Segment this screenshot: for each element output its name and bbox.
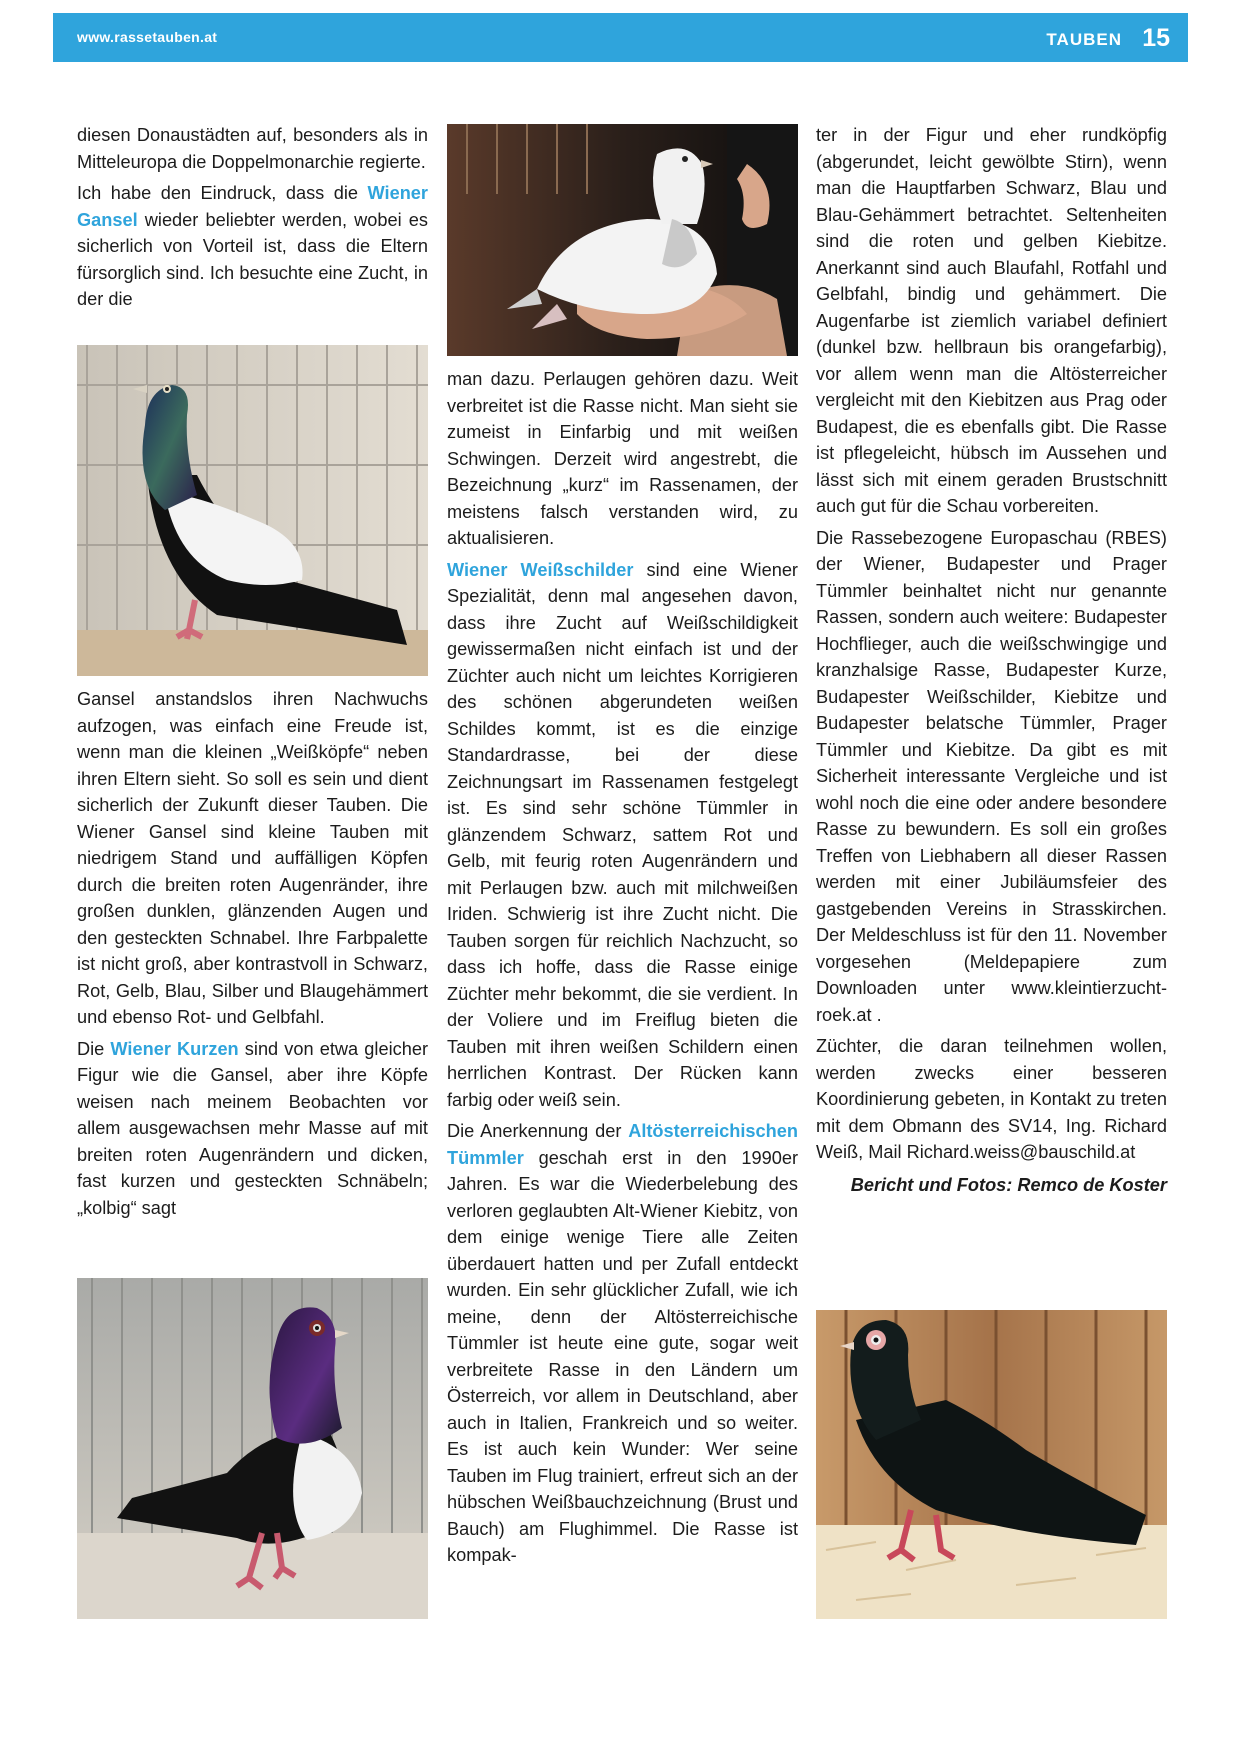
- breed-name-highlight: Wiener Kurzen: [110, 1038, 239, 1059]
- breed-name-highlight: Wiener Gansel: [77, 183, 428, 230]
- page-header: [53, 13, 1188, 62]
- column-1-top: [77, 122, 428, 313]
- paragraph: Die Rassebezogene Europaschau (RBES) der Wiener, Budapester und Prager Tümmler beinhaltet nicht nur genannte Rassen, sondern auch weitere: Budapester Hochflieger, auch die weißschwingige und kranzhalsige Rasse, Budapester Kurze, Budapester Weißschilder, Kiebitze und Budapester belatsche Tümmler, Prager Tümmler und Kiebitze. Da gibt es mit Sicherheit interessante Vergleiche und ist wohl noch die eine oder andere besondere Rasse zu bewundern. Es soll ein großes Treffen von Liebhabern all dieser Rassen werden mit einer Jubiläumsfeier des gastgebenden Vereins in Strasskirchen. Der Meldeschluss ist für den 11. November vorgesehen (Meldepapiere zum Downloaden unter www.kleintierzucht-roek.at .: [816, 527, 1167, 1025]
- photo-credit: Bericht und Fotos: Remco de Koster: [850, 1174, 1167, 1195]
- paragraph: Wiener Weißschilder sind eine Wiener Spezialität, denn mal angesehen davon, dass ihre Zucht auf Weißschildigkeit gewissermaßen nicht einfach ist und der Züchter auch nicht um leichtes Korrigieren des schönen abgerundeten weißen Schildes kommt, ist es die einzige Standardrasse, bei der diese Zeichnungsart im Rassenamen festgelegt ist. Es sind sehr schöne Tümmler in glänzendem Schwarz, sattem Rot und Gelb, mit feurig roten Augenrändern und mit Perlaugen bzw. auch mit milchweißen Iriden. Schwierig ist ihre Zucht nicht. Die Tauben sorgen für reichlich Nachzucht, so dass ich hoffe, dass die Rasse einige Züchter mehr bekommt, die sie verdient. In der Voliere und im Freiflug bieten die Tauben mit ihren weißen Schildern einen herrlichen Kontrast. Der Rücken kann farbig oder weiß sein.: [447, 559, 798, 1110]
- header-section-title: TAUBEN: [1046, 30, 1122, 49]
- photo-altoesterreichischer-tuemmler: [816, 1310, 1167, 1619]
- paragraph: Gansel anstandslos ihren Nachwuchs aufzogen, was einfach eine Freude ist, wenn man die kleinen „Weißköpfe“ neben ihren Eltern sieht. So soll es sein und dient sicherlich der Zukunft dieser Tauben. Die Wiener Gansel sind kleine Tauben mit niedrigem Stand und auffälligen Köpfen durch die breiten roten Augenränder, ihre großen dunklen, glänzenden Augen und den gesteckten Schnabel. Ihre Farbpalette ist nicht groß, aber kontrastvoll in Schwarz, Rot, Gelb, Blau, Silber und Blaugehämmert und ebenso Rot- und Gelbfahl.: [77, 689, 428, 1027]
- paragraph: Die Anerkennung der Altösterreichischen Tümmler geschah erst in den 1990er Jahren. Es war die Wiederbelebung des verloren geglaubten Alt-Wiener Kiebitz, von dem einige wenige Tiere alle Zeiten überdauert hatten und per Zufall entdeckt wurden. Ein sehr glücklicher Zufall, wie ich meine, denn der Altösterreichische Tümmler ist heute eine gute, sogar weit verbreitete Rasse in den Ländern um Österreich, vor allem in Deutschland, aber auch in Italien, Frankreich und so weiter. Es ist auch kein Wunder: Wer seine Tauben im Flug trainiert, erfreut sich an der hübschen Weißbauchzeichnung (Brust und Bauch) am Flughimmel. Die Rasse ist kompak-: [447, 1121, 798, 1565]
- photo-wiener-kurze-pigeon: [77, 1278, 428, 1619]
- column-3: [816, 122, 1167, 1198]
- photo-weissschild-pigeon: [77, 345, 428, 676]
- column-1-middle: [77, 686, 428, 1221]
- paragraph: Züchter, die daran teilnehmen wollen, werden zwecks einer besseren Koordinierung gebeten, in Kontakt zu treten mit dem Obmann des SV14, Ing. Richard Weiß, Mail Richard.weiss@bauschild.at: [816, 1036, 1167, 1162]
- page-number: 15: [1142, 24, 1170, 52]
- column-2: [447, 366, 798, 1569]
- paragraph: ter in der Figur und eher rundköpfig (abgerundet, leicht gewölbte Stirn), wenn man die Hauptfarben Schwarz, Blau und Blau-Gehämmert betrachtet. Seltenheiten sind die roten und gelben Kiebitze. Anerkannt sind auch Blaufahl, Rotfahl und Gelbfahl, bindig und gehämmert. Die Augenfarbe ist ziemlich variabel definiert (dunkel bzw. hellbraun bis orangefarbig), vor allem wenn man die Altösterreicher vergleicht mit den Kiebitzen aus Prag oder Budapest, die es ebenfalls gibt. Die Rasse ist pflegeleicht, hübsch im Aussehen und lässt sich mit einem geraden Brustschnitt auch gut für die Schau vorbereiten.: [816, 125, 1167, 516]
- header-url: www.rassetauben.at: [77, 29, 218, 45]
- paragraph: Die Wiener Kurzen sind von etwa gleicher Figur wie die Gansel, aber ihre Köpfe weisen nach meinem Beobachten vor allem ausgewachsen mehr Masse auf mit breiten roten Augenrändern und dicken, fast kurzen und gesteckten Schnäbeln; „kolbig“ sagt: [77, 1038, 428, 1218]
- paragraph: Ich habe den Eindruck, dass die Wiener Gansel wieder beliebter werden, wobei es sicherlich von Vorteil ist, dass die Eltern fürsorglich sind. Ich besuchte eine Zucht, in der die: [77, 183, 428, 309]
- paragraph: diesen Donaustädten auf, besonders als in Mitteleuropa die Doppelmonarchie regierte.: [77, 125, 428, 172]
- photo-pigeon-held-in-hand: [447, 124, 798, 356]
- breed-name-highlight: Wiener Weißschilder: [447, 559, 634, 580]
- breed-name-highlight: Altösterreichischen Tümmler: [447, 1121, 798, 1168]
- paragraph: man dazu. Perlaugen gehören dazu. Weit verbreitet ist die Rasse nicht. Man sieht sie zumeist in Einfarbig und mit weißen Schwingen. Derzeit wird angestrebt, die Bezeichnung „kurz“ im Rassenamen, der meistens falsch verstanden wird, zu aktualisieren.: [447, 369, 798, 548]
